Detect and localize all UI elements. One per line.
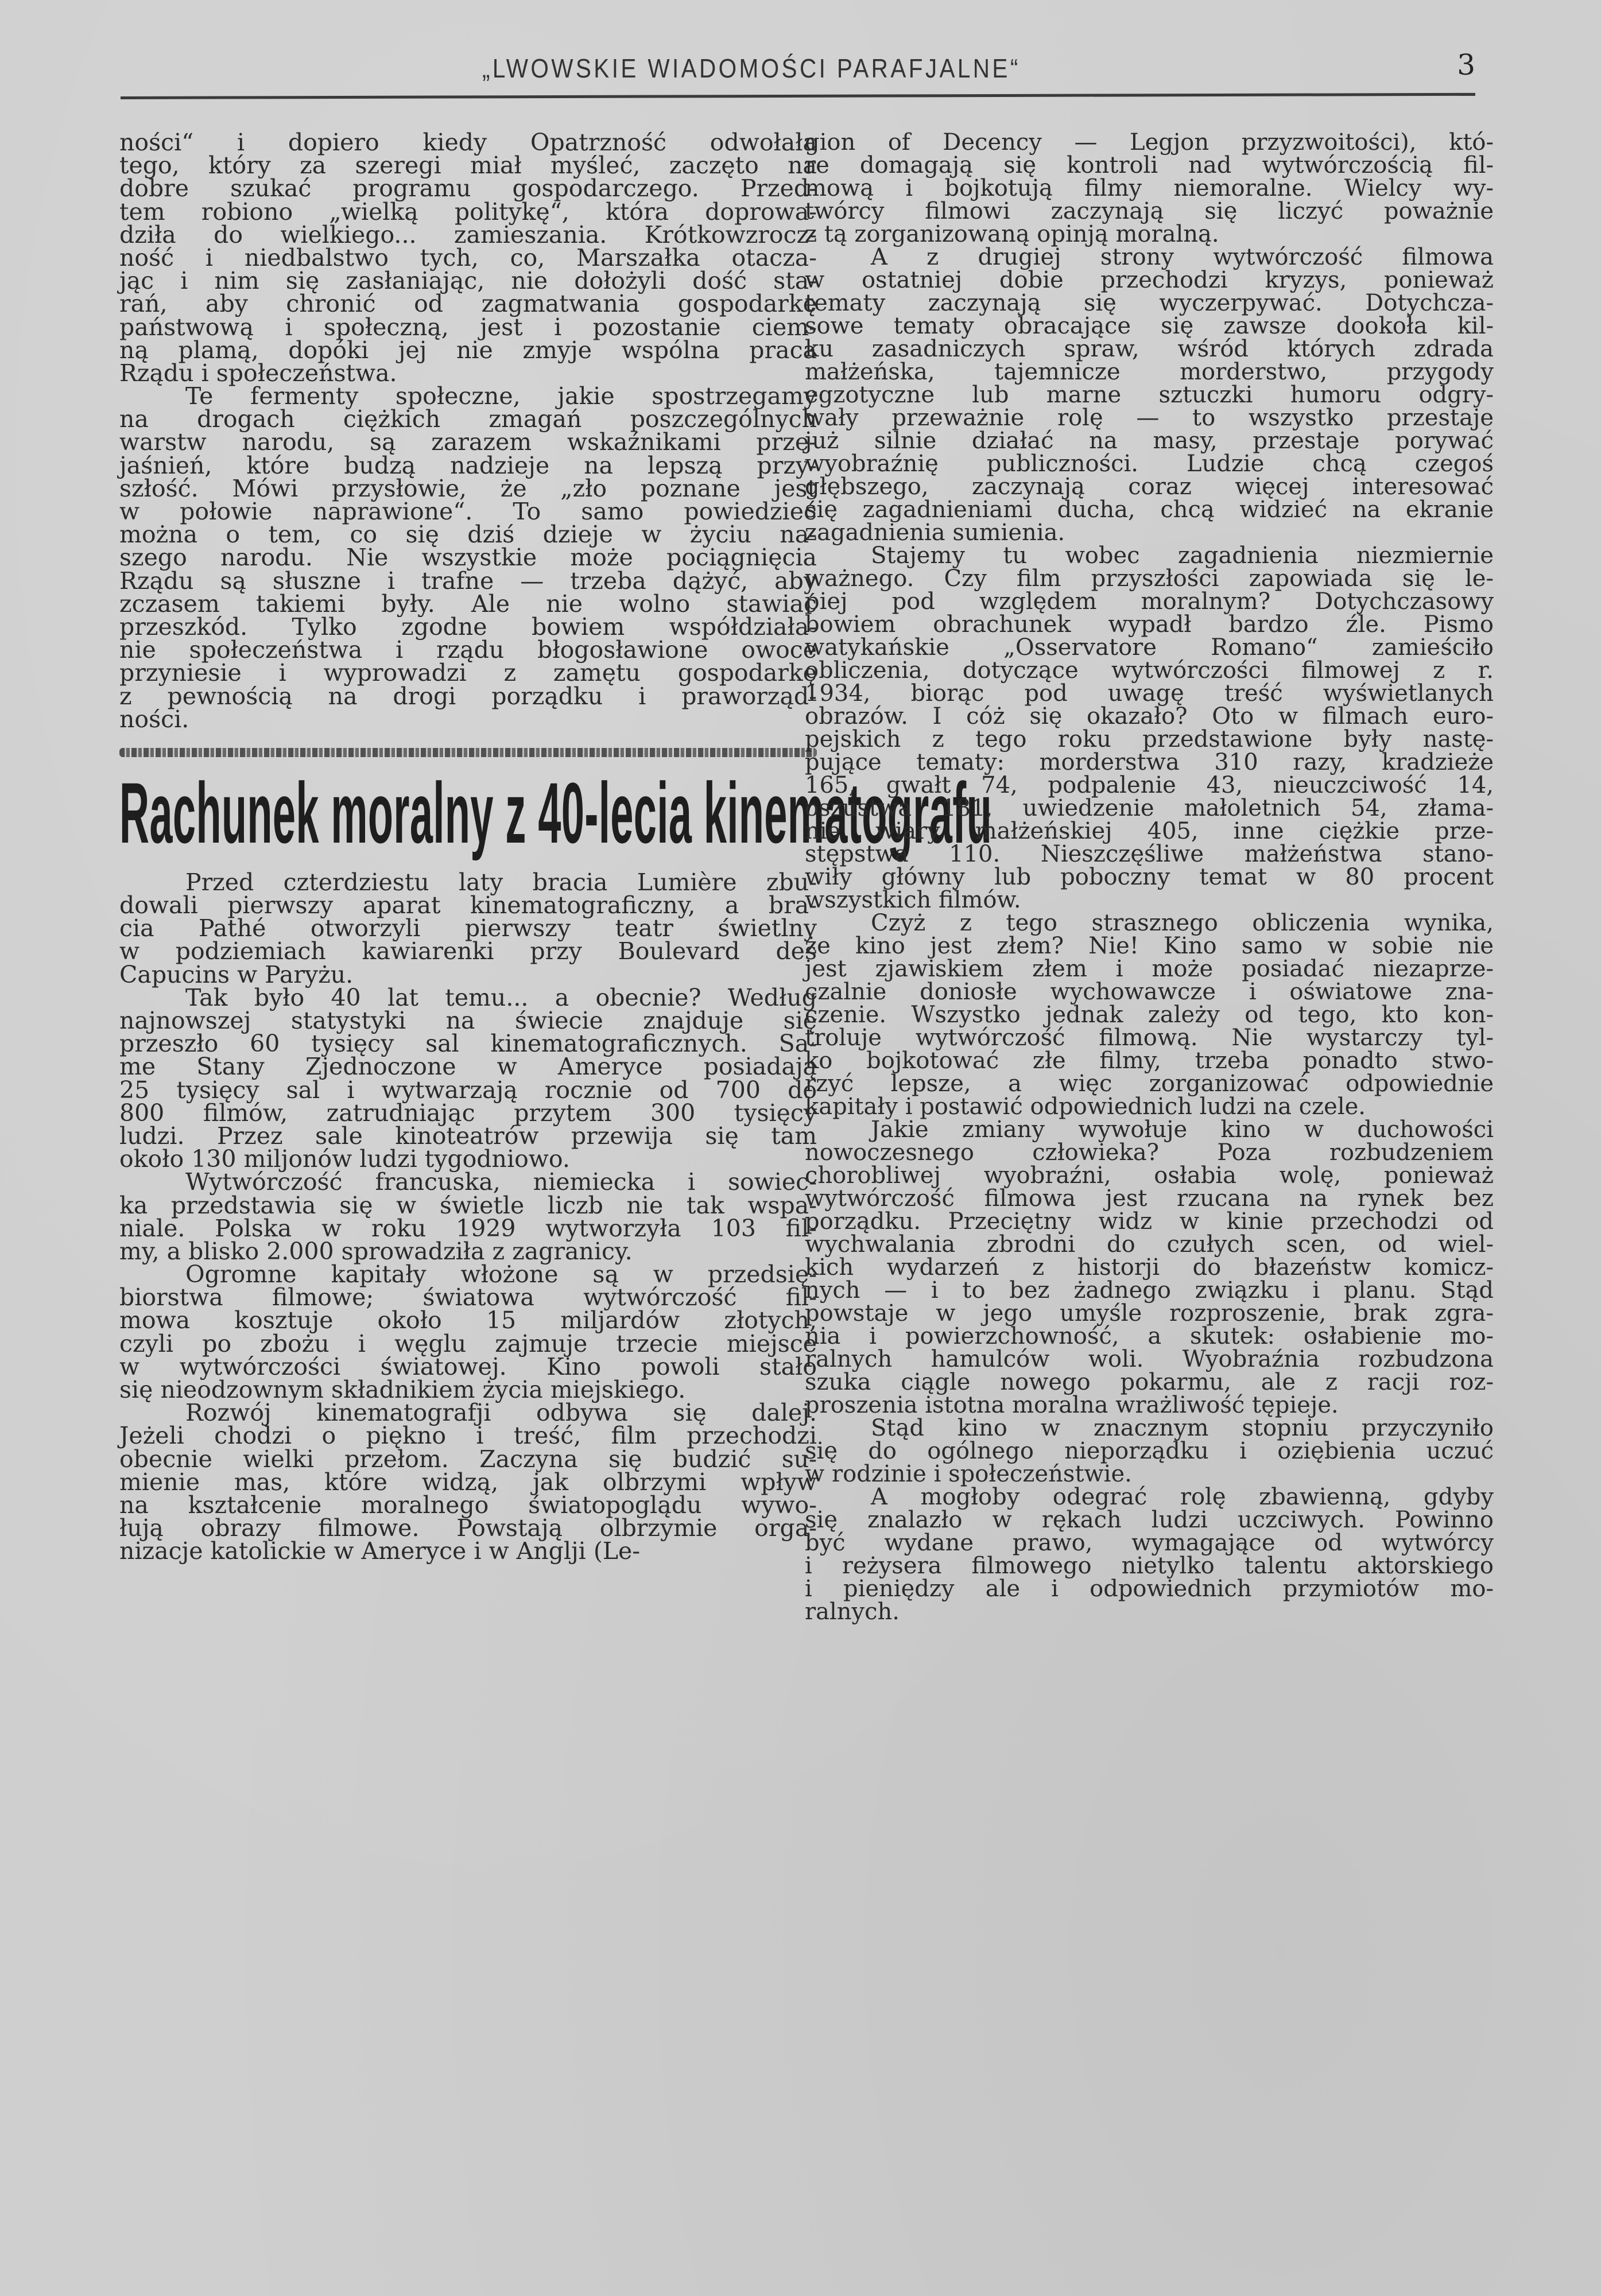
text-line: egzotyczne lub marne sztuczki humoru odgry- <box>805 382 1494 408</box>
paragraph <box>119 983 817 1173</box>
text-line: Czyż z tego strasznego obliczenia wynika, <box>871 910 1494 936</box>
text-line: 1934, biorąc pod uwagę treść wyświetlanych <box>805 680 1494 707</box>
text-line: małżeńska, tajemnicze morderstwo, przygody <box>805 359 1494 385</box>
text-line: szego narodu. Nie wszystkie może pociągnięcia <box>119 544 817 572</box>
text-line: jąc i nim się zasłaniając, nie dołożyli dość sta- <box>119 267 817 295</box>
text-line: i reżysera filmowego nietylko talentu aktorskiego <box>805 1553 1494 1579</box>
text-line: bowiem obrachunek wypadł bardzo źle. Pismo <box>805 611 1494 638</box>
text-line: zagadnienia sumienia. <box>805 519 1065 546</box>
text-line: mienie mas, które widzą, jak olbrzymi wpływ <box>119 1468 817 1496</box>
text-line: ku zasadniczych spraw, wśród których zdrada <box>805 336 1494 362</box>
text-line: obliczenia, dotyczące wytwórczości filmowej z r. <box>805 657 1494 684</box>
text-line: przyniesie i wyprowadzi z zamętu gospodarkę <box>119 659 817 687</box>
text-line: 25 tysięcy sal i wytwarzają rocznie od 700 do <box>119 1076 817 1104</box>
text-line: nie wiary małżeńskiej 405, inne ciężkie prze- <box>805 818 1494 844</box>
text-line: ważnego. Czy film przyszłości zapowiada się le- <box>805 565 1494 592</box>
text-line: A z drugiej strony wytwórczość filmowa <box>871 244 1494 270</box>
text-line: Te fermenty społeczne, jakie spostrzegamy <box>185 382 817 410</box>
page-header <box>115 46 1475 98</box>
text-line: w wytwórczości światowej. Kino powoli stało <box>119 1352 817 1380</box>
text-line: Ogromne kapitały włożone są w przedsię- <box>185 1261 817 1289</box>
text-line: me Stany Zjednoczone w Ameryce posiadają <box>119 1053 817 1081</box>
text-line: nie społeczeństwa i rządu błogosławione owoce <box>119 636 817 664</box>
text-line: głębszego, zaczynają coraz więcej interesować <box>805 474 1494 500</box>
text-line: niale. Polska w roku 1929 wytworzyła 103 fil- <box>119 1214 817 1242</box>
text-line: można o tem, co się dziś dzieje w życiu na- <box>119 521 817 549</box>
text-line: dowali pierwszy aparat kinematograficzny, a bra- <box>119 891 817 920</box>
text-line: tego, który za szeregi miał myśleć, zaczęto na <box>119 152 817 180</box>
text-line: Jeżeli chodzi o piękno i treść, film przechodzi <box>119 1422 817 1450</box>
text-line: pejskich z tego roku przedstawione były nastę- <box>805 726 1494 753</box>
text-line: wychwalania zbrodni do czułych scen, od wiel- <box>805 1231 1494 1258</box>
text-line: Rozwój kinematografji odbywa się dalej. <box>185 1399 817 1427</box>
article-body-right <box>805 131 1494 1623</box>
text-line: piej pod względem moralnym? Dotychczasowy <box>805 588 1494 615</box>
text-line: Tak było 40 lat temu... a obecnie? Według <box>185 983 817 1011</box>
paragraph <box>805 912 1494 1118</box>
text-line: ność i niedbalstwo tych, co, Marszałka otacza- <box>119 243 817 272</box>
text-line: na drogach ciężkich zmagań poszczególnych <box>119 405 817 433</box>
text-line: zczasem takiemi były. Ale nie wolno stawiać <box>119 589 817 618</box>
text-line: kich wydarzeń z historji do błazeństw komicz- <box>805 1254 1494 1281</box>
text-line: ralnych hamulców woli. Wyobraźnia rozbudzona <box>805 1346 1494 1372</box>
paragraph <box>119 868 817 988</box>
previous-article-continuation <box>119 131 817 731</box>
text-line: gion of Decency — Legjon przyzwoitości), któ- <box>805 129 1494 156</box>
text-line: ralnych. <box>805 1599 900 1625</box>
text-line: ko bojkotować złe filmy, trzeba ponadto stwo- <box>805 1048 1494 1074</box>
text-line: dobre szukać programu gospodarczego. Przed- <box>119 174 817 203</box>
text-line: pujące tematy: morderstwa 310 razy, kradzieże <box>805 749 1494 775</box>
paragraph <box>119 1399 817 1565</box>
text-line: Capucins w Paryżu. <box>119 960 354 988</box>
text-line: tem robiono „wielką politykę“, która doprowa- <box>119 197 817 226</box>
text-line: nia i powierzchowność, a skutek: osłabienie mo- <box>805 1323 1494 1349</box>
text-line: wytwórczość filmowa jest rzucana na rynek bez <box>805 1185 1494 1212</box>
text-line: ności“ i dopiero kiedy Opatrzność odwołała <box>119 129 817 156</box>
text-line: czalnie doniosłe wychowawcze i oświatowe zna- <box>805 979 1494 1005</box>
text-line: jest zjawiskiem złem i może posiadać niezaprze- <box>805 956 1494 982</box>
text-line: obecnie wielki przełom. Zaczyna się budzić su- <box>119 1445 817 1473</box>
text-line: ną plamą, dopóki jej nie zmyje wspólna praca <box>119 336 817 364</box>
text-line: z pewnością na drogi porządku i praworząd- <box>119 682 817 710</box>
text-line: że kino jest złem? Nie! Kino samo w sobie nie <box>805 933 1494 959</box>
text-line: mowa kosztuje około 15 miljardów złotych, <box>119 1306 817 1335</box>
text-line: Stąd kino w znacznym stopniu przyczyniło <box>871 1415 1494 1441</box>
text-line: biorstwa filmowe; światowa wytwórczość fil- <box>119 1283 817 1312</box>
text-line: Rządu i społeczeństwa. <box>119 359 397 387</box>
text-line: watykańskie „Osservatore Romano“ zamieściło <box>805 634 1494 661</box>
paragraph <box>805 246 1494 544</box>
paragraph <box>805 1118 1494 1417</box>
paragraph <box>805 131 1494 246</box>
text-line: się znalazło w rękach ludzi uczciwych. Powinno <box>805 1507 1494 1533</box>
text-line: twórcy filmowi zaczynają się liczyć poważnie <box>805 198 1494 224</box>
text-line: nizacje katolickie w Ameryce i w Anglji (Le- <box>119 1537 641 1565</box>
page-number: 3 <box>1457 48 1475 82</box>
text-line: ka przedstawia się w świetle liczb nie tak wspa- <box>119 1191 817 1219</box>
text-line: na kształcenie moralnego światopoglądu wywo- <box>119 1491 817 1519</box>
text-line: Przed czterdziestu laty bracia Lumière zbu- <box>185 868 817 896</box>
right-column <box>805 131 1494 1623</box>
paragraph <box>119 382 817 733</box>
text-line: i pieniędzy ale i odpowiednich przymiotów mo- <box>805 1576 1494 1602</box>
text-line: obrazów. I cóż się okazało? Oto w filmach euro- <box>805 703 1494 730</box>
text-line: tematy zaczynają się wyczerpywać. Dotychcza- <box>805 290 1494 316</box>
text-line: wiły główny lub poboczny temat w 80 procent <box>805 864 1494 890</box>
text-line: nowoczesnego człowieka? Poza rozbudzeniem <box>805 1139 1494 1166</box>
text-line: cia Pathé otworzyli pierwszy teatr świetlny <box>119 914 817 943</box>
text-line: przeszkód. Tylko zgodne bowiem współdziała- <box>119 612 817 641</box>
text-line: w ostatniej dobie przechodzi kryzys, ponieważ <box>805 267 1494 293</box>
ornamental-divider <box>119 748 817 757</box>
text-line: państwową i społeczną, jest i pozostanie ciem- <box>119 313 817 341</box>
text-line: w połowie naprawione“. To samo powiedzieć <box>119 498 817 525</box>
text-line: Stajemy tu wobec zagadnienia niezmiernie <box>871 542 1494 569</box>
text-line: porządku. Przeciętny widz w kinie przechodzi od <box>805 1208 1494 1235</box>
paragraph <box>119 131 817 385</box>
text-line: Jakie zmiany wywołuje kino w duchowości <box>871 1116 1494 1143</box>
text-line: szłość. Mówi przysłowie, że „zło poznane jest <box>119 474 817 502</box>
text-line: kapitały i postawić odpowiednich ludzi na czele. <box>805 1093 1366 1120</box>
paragraph <box>805 1417 1494 1486</box>
text-line: chorobliwej wyobraźni, osłabia wolę, ponieważ <box>805 1162 1494 1189</box>
text-line: 800 filmów, zatrudniając przytem 300 tysięcy <box>119 1099 817 1127</box>
text-line: re domagają się kontroli nad wytwórczością fil- <box>805 152 1494 179</box>
paragraph <box>805 1486 1494 1623</box>
text-line: wyobraźnię publiczności. Ludzie chcą czegoś <box>805 451 1494 477</box>
text-line: czenie. Wszystko jednak zależy od tego, kto kon- <box>805 1002 1494 1028</box>
text-line: w podziemiach kawiarenki przy Boulevard des <box>119 937 817 965</box>
text-line: już silnie działać na masy, przestaje porywać <box>805 428 1494 454</box>
text-line: się zagadnieniami ducha, chcą widzieć na ekranie <box>805 497 1494 523</box>
article-title: Rachunek moralny z 40-lecia kinematografu <box>119 764 993 861</box>
text-line: łują obrazy filmowe. Powstają olbrzymie orga- <box>119 1514 817 1542</box>
text-line: powstaje w jego umyśle rozproszenie, brak zgra- <box>805 1300 1494 1327</box>
text-line: mową i bojkotują filmy niemoralne. Wielcy wy- <box>805 175 1494 201</box>
text-line: jaśnień, które budzą nadzieje na lepszą przy- <box>119 451 817 479</box>
text-line: nych — i to bez żadnego związku i planu. Stąd <box>805 1277 1494 1304</box>
text-line: ludzi. Przez sale kinoteatrów przewija się tam <box>119 1122 817 1150</box>
article-body-left <box>119 868 817 1565</box>
text-line: w rodzinie i społeczeństwie. <box>805 1461 1132 1487</box>
text-line: my, a blisko 2.000 sprowadziła z zagranicy. <box>119 1237 633 1265</box>
paragraph <box>119 1170 817 1263</box>
paragraph <box>805 544 1494 912</box>
text-line: A mogłoby odegrać rolę zbawienną, gdyby <box>871 1484 1494 1510</box>
text-line: troluje wytwórczość filmową. Nie wystarczy tyl- <box>805 1025 1494 1051</box>
text-line: Rządu są słuszne i trafne — trzeba dążyć, aby <box>119 567 817 595</box>
text-line: rzyć lepsze, a więc zorganizować odpowiednie <box>805 1071 1494 1097</box>
text-line: rań, aby chronić od zagmatwania gospodarkę <box>119 290 817 318</box>
text-line: oszustwa 181, uwiedzenie małoletnich 54, złama- <box>805 795 1494 821</box>
text-line: ności. <box>119 705 189 733</box>
text-line: około 130 miljonów ludzi tygodniowo. <box>119 1145 570 1173</box>
text-line: szuka ciągle nowego pokarmu, ale z racji roz- <box>805 1369 1494 1395</box>
text-line: przeszło 60 tysięcy sal kinematograficznych. Sa- <box>119 1030 817 1058</box>
text-line: wały przeważnie rolę — to wszystko przestaje <box>805 405 1494 431</box>
text-line: sowe tematy obracające się zawsze dookoła kil- <box>805 313 1494 339</box>
paragraph <box>119 1263 817 1401</box>
text-line: dziła do wielkiego... zamieszania. Krótkowzrocz- <box>119 220 817 249</box>
publication-title: „LWOWSKIE WIADOMOŚCI PARAFJALNE“ <box>482 53 1021 83</box>
text-line: Wytwórczość francuska, niemiecka i sowiec- <box>185 1168 817 1196</box>
text-line: warstw narodu, są zarazem wskaźnikami prze- <box>119 428 817 456</box>
text-line: 165, gwałt 74, podpalenie 43, nieuczciwość 14, <box>805 772 1494 798</box>
text-line: się do ogólnego nieporządku i oziębienia uczuć <box>805 1438 1494 1464</box>
text-line: proszenia istotna moralna wrażliwość tępieje. <box>805 1392 1339 1418</box>
text-line: z tą zorganizowaną opinją moralną. <box>805 221 1219 247</box>
text-line: być wydane prawo, wymagające od wytwórcy <box>805 1530 1494 1556</box>
text-line: czyli po zbożu i węglu zajmuje trzecie miejsce <box>119 1329 817 1358</box>
text-line: stępstwa 110. Nieszczęśliwe małżeństwa stano- <box>805 841 1494 867</box>
text-line: najnowszej statystyki na świecie znajduje się <box>119 1007 817 1034</box>
text-line: wszystkich filmów. <box>805 887 1021 913</box>
text-line: się nieodzownym składnikiem życia miejskiego. <box>119 1376 686 1403</box>
